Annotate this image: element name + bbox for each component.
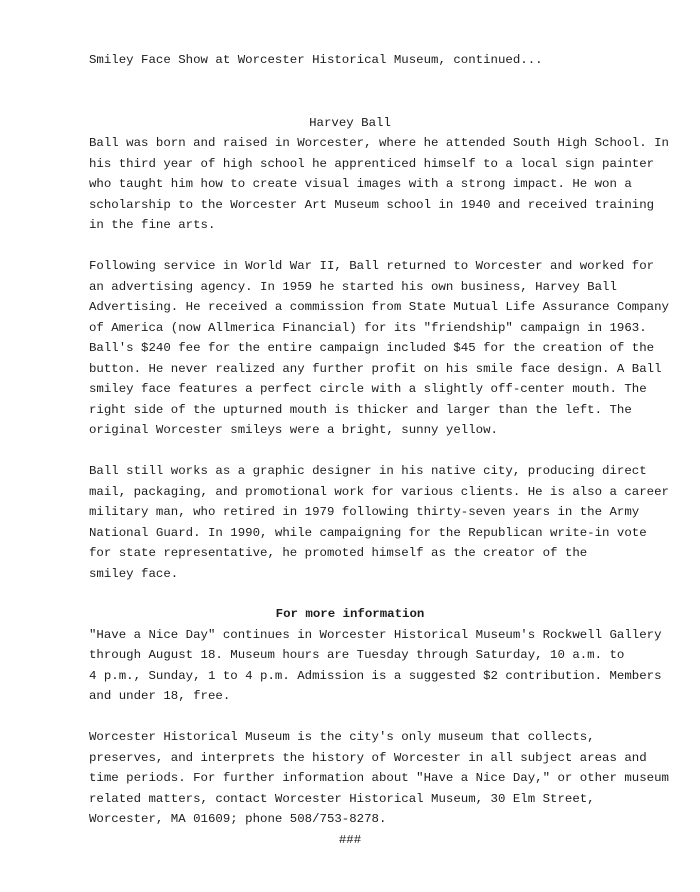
text-line: time periods. For further information about "Have a Nice Day," or other museum xyxy=(89,771,669,785)
text-line: military man, who retired in 1979 following thirty-seven years in the Army xyxy=(89,505,640,519)
text-line: related matters, contact Worcester Historical Museum, 30 Elm Street, xyxy=(89,792,595,806)
text-line: an advertising agency. In 1959 he started his own business, Harvey Ball xyxy=(89,280,617,294)
text-line: Ball's $240 fee for the entire campaign included $45 for the creation of the xyxy=(89,341,655,355)
text-line: of America (now Allmerica Financial) for its "friendship" campaign in 1963. xyxy=(89,321,647,335)
page-header: Smiley Face Show at Worcester Historical Museum, continued... xyxy=(89,53,543,67)
text-line: Worcester, MA 01609; phone 508/753-8278. xyxy=(89,812,387,826)
text-line: his third year of high school he apprenticed himself to a local sign painter xyxy=(89,157,655,171)
text-line: through August 18. Museum hours are Tuesday through Saturday, 10 a.m. to xyxy=(89,648,625,662)
text-line: mail, packaging, and promotional work for various clients. He is also a career xyxy=(89,485,669,499)
end-mark: ### xyxy=(338,833,362,847)
text-line: who taught him how to create visual images with a strong impact. He won a xyxy=(89,177,632,191)
text-line: Ball was born and raised in Worcester, where he attended South High School. In xyxy=(89,136,669,150)
heading-harvey-ball: Harvey Ball xyxy=(309,116,391,130)
text-line: Ball still works as a graphic designer in his native city, producing direct xyxy=(89,464,647,478)
text-line: in the fine arts. xyxy=(89,218,216,232)
text-line: Advertising. He received a commission from State Mutual Life Assurance Company xyxy=(89,300,669,314)
text-line: button. He never realized any further profit on his smile face design. A Ball xyxy=(89,362,662,376)
text-line: 4 p.m., Sunday, 1 to 4 p.m. Admission is a suggested $2 contribution. Members xyxy=(89,669,662,683)
text-line: for state representative, he promoted himself as the creator of the xyxy=(89,546,588,560)
text-line: Worcester Historical Museum is the city's only museum that collects, xyxy=(89,730,595,744)
text-line: scholarship to the Worcester Art Museum school in 1940 and received training xyxy=(89,198,655,212)
text-line: right side of the upturned mouth is thicker and larger than the left. The xyxy=(89,403,632,417)
text-line: smiley face. xyxy=(89,567,179,581)
text-line: original Worcester smileys were a bright, sunny yellow. xyxy=(89,423,498,437)
heading-more-information: For more information xyxy=(275,607,425,621)
text-line: National Guard. In 1990, while campaigning for the Republican write-in vote xyxy=(89,526,647,540)
text-line: Following service in World War II, Ball returned to Worcester and worked for xyxy=(89,259,655,273)
text-line: preserves, and interprets the history of Worcester in all subject areas and xyxy=(89,751,647,765)
text-line: and under 18, free. xyxy=(89,689,231,703)
text-line: "Have a Nice Day" continues in Worcester Historical Museum's Rockwell Gallery xyxy=(89,628,662,642)
text-line: smiley face features a perfect circle with a slightly off-center mouth. The xyxy=(89,382,647,396)
